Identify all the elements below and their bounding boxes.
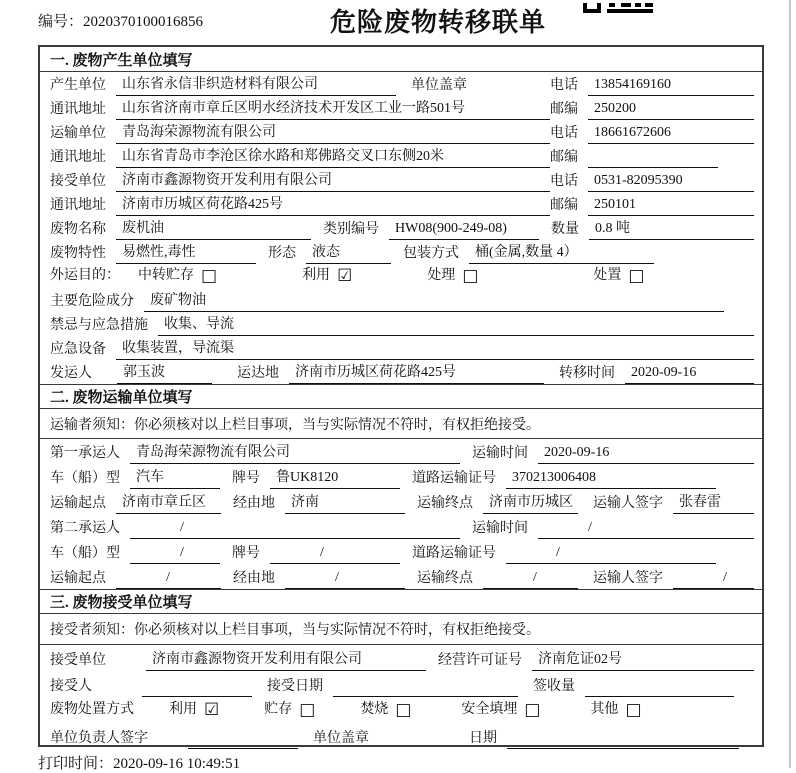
date-value bbox=[507, 747, 739, 749]
waste-character-value: 易燃性,毒性 bbox=[116, 243, 256, 264]
road-permit1-value: 370213006408 bbox=[506, 468, 716, 489]
destination-value: 济南市历城区荷花路425号 bbox=[289, 363, 544, 384]
transport-phone-value: 18661672606 bbox=[588, 123, 754, 144]
print-time bbox=[38, 752, 240, 773]
disposal-option-landfill bbox=[461, 700, 540, 720]
disposal-option-utilize-label: 利用 bbox=[169, 702, 197, 717]
sender-row bbox=[40, 360, 762, 384]
responsible-signature-row bbox=[40, 723, 762, 749]
transport-phone-label: 电话 bbox=[550, 126, 578, 141]
vehicle-type2-label: 车（船）型 bbox=[50, 546, 120, 561]
disposal-option-storage bbox=[264, 700, 315, 720]
producer-unit-value: 山东省永信非织造材料有限公司 bbox=[116, 75, 396, 96]
receiver-notice: 接受者须知：你必须核对以上栏目事项，当与实际情况不符时，有权拒绝接受。 bbox=[40, 614, 762, 645]
disposal-option-storage-label: 贮存 bbox=[264, 702, 293, 717]
route2-start-value: / bbox=[116, 568, 221, 589]
receiver-address-label: 通讯地址 bbox=[50, 198, 106, 213]
transport-address-row bbox=[40, 144, 762, 168]
doc-number-value: 2020370100016856 bbox=[83, 14, 204, 30]
route1-start-value: 济南市章丘区 bbox=[116, 493, 221, 514]
receiver-zip-label: 邮编 bbox=[550, 198, 578, 213]
disposal-option-incinerate bbox=[360, 700, 411, 720]
disposal-option-landfill-label: 安全填埋 bbox=[461, 702, 518, 717]
transfer-storage-checkbox: □ bbox=[201, 266, 218, 286]
route2-start-label: 运输起点 bbox=[50, 571, 106, 586]
route2-row bbox=[40, 564, 762, 589]
sender-label: 发运人 bbox=[50, 366, 92, 381]
receiver-address-row bbox=[40, 192, 762, 216]
transport-unit-label: 运输单位 bbox=[50, 126, 106, 141]
page-edge-line bbox=[789, 0, 791, 768]
accept-unit-value: 济南市鑫源物资开发利用有限公司 bbox=[146, 650, 426, 671]
packing-label: 包装方式 bbox=[403, 246, 459, 261]
disposal-option-incinerate-label: 焚烧 bbox=[360, 702, 389, 717]
packing-value: 桶(金属,数量 4） bbox=[469, 243, 654, 264]
disposal-option-other bbox=[590, 700, 641, 720]
transport-time2-value: / bbox=[538, 518, 754, 539]
accept-person-row bbox=[40, 671, 762, 697]
taboo-measures-value: 收集、导流 bbox=[158, 315, 754, 336]
waste-character-row bbox=[40, 240, 762, 264]
road-permit2-label: 道路运输证号 bbox=[412, 546, 496, 561]
route2-end-label: 运输终点 bbox=[417, 571, 473, 586]
disposal-other-checkbox: □ bbox=[625, 700, 642, 720]
unit-seal-label: 单位盖章 bbox=[411, 78, 467, 93]
emergency-equipment-row bbox=[40, 336, 762, 360]
purpose-option-utilize-label: 利用 bbox=[302, 268, 331, 283]
producer-unit-row bbox=[40, 72, 762, 96]
print-time-value: 2020-09-16 10:49:51 bbox=[113, 756, 241, 772]
route1-row bbox=[40, 489, 762, 514]
purpose-row bbox=[40, 264, 762, 288]
disposal-method-row bbox=[40, 697, 762, 723]
purpose-option-transfer-storage bbox=[138, 266, 217, 286]
dispose-checkbox: □ bbox=[628, 266, 645, 286]
accept-person-label: 接受人 bbox=[50, 679, 92, 694]
route1-via-value: 济南 bbox=[285, 493, 405, 514]
doc-number bbox=[38, 10, 203, 31]
route1-end-label: 运输终点 bbox=[417, 496, 473, 511]
route1-start-label: 运输起点 bbox=[50, 496, 106, 511]
producer-address-row bbox=[40, 96, 762, 120]
responsible-signature-value bbox=[188, 747, 298, 749]
license-no-label: 经营许可证号 bbox=[438, 653, 522, 668]
plate-no2-value: / bbox=[270, 543, 400, 564]
vehicle-type2-row bbox=[40, 539, 762, 564]
license-no-value: 济南危证02号 bbox=[532, 650, 754, 671]
category-code-value: HW08(900-249-08) bbox=[389, 219, 539, 240]
transfer-time-label: 转移时间 bbox=[559, 366, 615, 381]
category-code-label: 类别编号 bbox=[323, 222, 379, 237]
waste-name-label: 废物名称 bbox=[50, 222, 106, 237]
taboo-measures-label: 禁忌与应急措施 bbox=[50, 318, 148, 333]
doc-number-label: 编号： bbox=[38, 14, 84, 30]
transport-time1-value: 2020-09-16 bbox=[538, 443, 754, 464]
carrier2-signature-label: 运输人签字 bbox=[593, 571, 663, 586]
transport-time1-label: 运输时间 bbox=[472, 446, 528, 461]
emergency-equipment-label: 应急设备 bbox=[50, 342, 106, 357]
second-carrier-label: 第二承运人 bbox=[50, 521, 120, 536]
destination-label: 运达地 bbox=[237, 366, 279, 381]
plate-no1-value: 鲁UK8120 bbox=[270, 468, 400, 489]
transport-time2-label: 运输时间 bbox=[472, 521, 528, 536]
purpose-label: 外运目的： bbox=[50, 268, 120, 283]
form-state-label: 形态 bbox=[268, 246, 296, 261]
vehicle-type2-value: / bbox=[130, 543, 220, 564]
doc-title: 危险废物转移联单 bbox=[330, 8, 547, 37]
accept-unit-label: 接受单位 bbox=[50, 653, 106, 668]
second-carrier-row bbox=[40, 514, 762, 539]
purpose-option-treat bbox=[427, 266, 478, 286]
road-permit1-label: 道路运输证号 bbox=[412, 471, 496, 486]
plate-no1-label: 牌号 bbox=[232, 471, 260, 486]
transport-address-value: 山东省青岛市李沧区徐水路和郑佛路交叉口东侧20米 bbox=[116, 147, 550, 168]
purpose-option-transfer-storage-label: 中转贮存 bbox=[138, 268, 194, 283]
route2-end-value: / bbox=[483, 568, 578, 589]
hazard-component-row bbox=[40, 288, 762, 312]
receiver-phone-label: 电话 bbox=[550, 174, 578, 189]
producer-address-value: 山东省济南市章丘区明水经济技术开发区工业一路501号 bbox=[116, 99, 550, 120]
receiver-address-value: 济南市历城区荷花路425号 bbox=[116, 195, 550, 216]
transport-zip-label: 邮编 bbox=[550, 150, 578, 165]
print-time-label: 打印时间： bbox=[38, 756, 114, 772]
quantity-value: 0.8 吨 bbox=[589, 219, 754, 240]
receiver-unit-value: 济南市鑫源物资开发利用有限公司 bbox=[116, 171, 550, 192]
disposal-storage-checkbox: □ bbox=[299, 700, 316, 720]
receiver-unit-label: 接受单位 bbox=[50, 174, 106, 189]
date-label: 日期 bbox=[469, 731, 497, 746]
receipt-quantity-label: 签收量 bbox=[533, 679, 575, 694]
second-carrier-value: / bbox=[130, 518, 460, 539]
producer-address-label: 通讯地址 bbox=[50, 102, 106, 117]
vehicle-type1-row bbox=[40, 464, 762, 489]
route2-via-value: / bbox=[285, 568, 405, 589]
purpose-option-dispose-label: 处置 bbox=[593, 268, 622, 283]
unit-seal2-label: 单位盖章 bbox=[313, 731, 369, 746]
qr-code-icon bbox=[583, 0, 653, 10]
transport-address-label: 通讯地址 bbox=[50, 150, 106, 165]
manifest-form bbox=[38, 45, 764, 747]
purpose-option-dispose bbox=[593, 266, 644, 286]
responsible-signature-label: 单位负责人签字 bbox=[50, 731, 148, 746]
route1-via-label: 经由地 bbox=[233, 496, 275, 511]
waste-name-row bbox=[40, 216, 762, 240]
producer-phone-label: 电话 bbox=[550, 78, 578, 93]
hazard-component-label: 主要危险成分 bbox=[50, 294, 134, 309]
waste-name-value: 废机油 bbox=[116, 219, 311, 240]
disposal-incinerate-checkbox: □ bbox=[395, 700, 412, 720]
carrier1-signature-value: 张春雷 bbox=[673, 493, 754, 514]
disposal-option-other-label: 其他 bbox=[590, 702, 619, 717]
carrier1-signature-label: 运输人签字 bbox=[593, 496, 663, 511]
treat-checkbox: □ bbox=[462, 266, 479, 286]
plate-no2-label: 牌号 bbox=[232, 546, 260, 561]
section3-title: 三. 废物接受单位填写 bbox=[40, 589, 762, 614]
transfer-time-value: 2020-09-16 bbox=[625, 363, 754, 384]
receiver-unit-row bbox=[40, 168, 762, 192]
transport-unit-row bbox=[40, 120, 762, 144]
accept-date-label: 接受日期 bbox=[267, 679, 323, 694]
utilize-checkbox: ☑ bbox=[337, 266, 353, 286]
transporter-notice: 运输者须知：你必须核对以上栏目事项，当与实际情况不符时，有权拒绝接受。 bbox=[40, 409, 762, 439]
disposal-method-label: 废物处置方式 bbox=[50, 702, 134, 717]
purpose-option-utilize bbox=[302, 266, 352, 286]
vehicle-type1-value: 汽车 bbox=[130, 468, 220, 489]
taboo-measures-row bbox=[40, 312, 762, 336]
disposal-option-utilize bbox=[169, 700, 219, 720]
producer-unit-label: 产生单位 bbox=[50, 78, 106, 93]
road-permit2-value: / bbox=[506, 543, 716, 564]
route2-via-label: 经由地 bbox=[233, 571, 275, 586]
purpose-option-treat-label: 处理 bbox=[427, 268, 456, 283]
emergency-equipment-value: 收集装置，导流渠 bbox=[116, 339, 754, 360]
receiver-phone-value: 0531-82095390 bbox=[588, 171, 754, 192]
disposal-landfill-checkbox: □ bbox=[524, 700, 541, 720]
quantity-label: 数量 bbox=[551, 222, 579, 237]
first-carrier-row bbox=[40, 439, 762, 464]
first-carrier-value: 青岛海荣源物流有限公司 bbox=[130, 443, 460, 464]
disposal-utilize-checkbox: ☑ bbox=[204, 700, 220, 720]
section2-title: 二. 废物运输单位填写 bbox=[40, 384, 762, 409]
producer-phone-value: 13854169160 bbox=[588, 75, 754, 96]
accept-unit-row bbox=[40, 645, 762, 671]
transport-unit-value: 青岛海荣源物流有限公司 bbox=[116, 123, 550, 144]
receiver-zip-value: 250101 bbox=[588, 195, 754, 216]
first-carrier-label: 第一承运人 bbox=[50, 446, 120, 461]
producer-zip-label: 邮编 bbox=[550, 102, 578, 117]
vehicle-type1-label: 车（船）型 bbox=[50, 471, 120, 486]
carrier2-signature-value: / bbox=[673, 568, 754, 589]
waste-character-label: 废物特性 bbox=[50, 246, 106, 261]
route1-end-value: 济南市历城区 bbox=[483, 493, 578, 514]
sender-value: 郭玉波 bbox=[117, 363, 212, 384]
hazard-component-value: 废矿物油 bbox=[144, 291, 724, 312]
form-state-value: 液态 bbox=[306, 243, 391, 264]
producer-zip-value: 250200 bbox=[588, 99, 754, 120]
section1-title: 一. 废物产生单位填写 bbox=[40, 47, 762, 72]
